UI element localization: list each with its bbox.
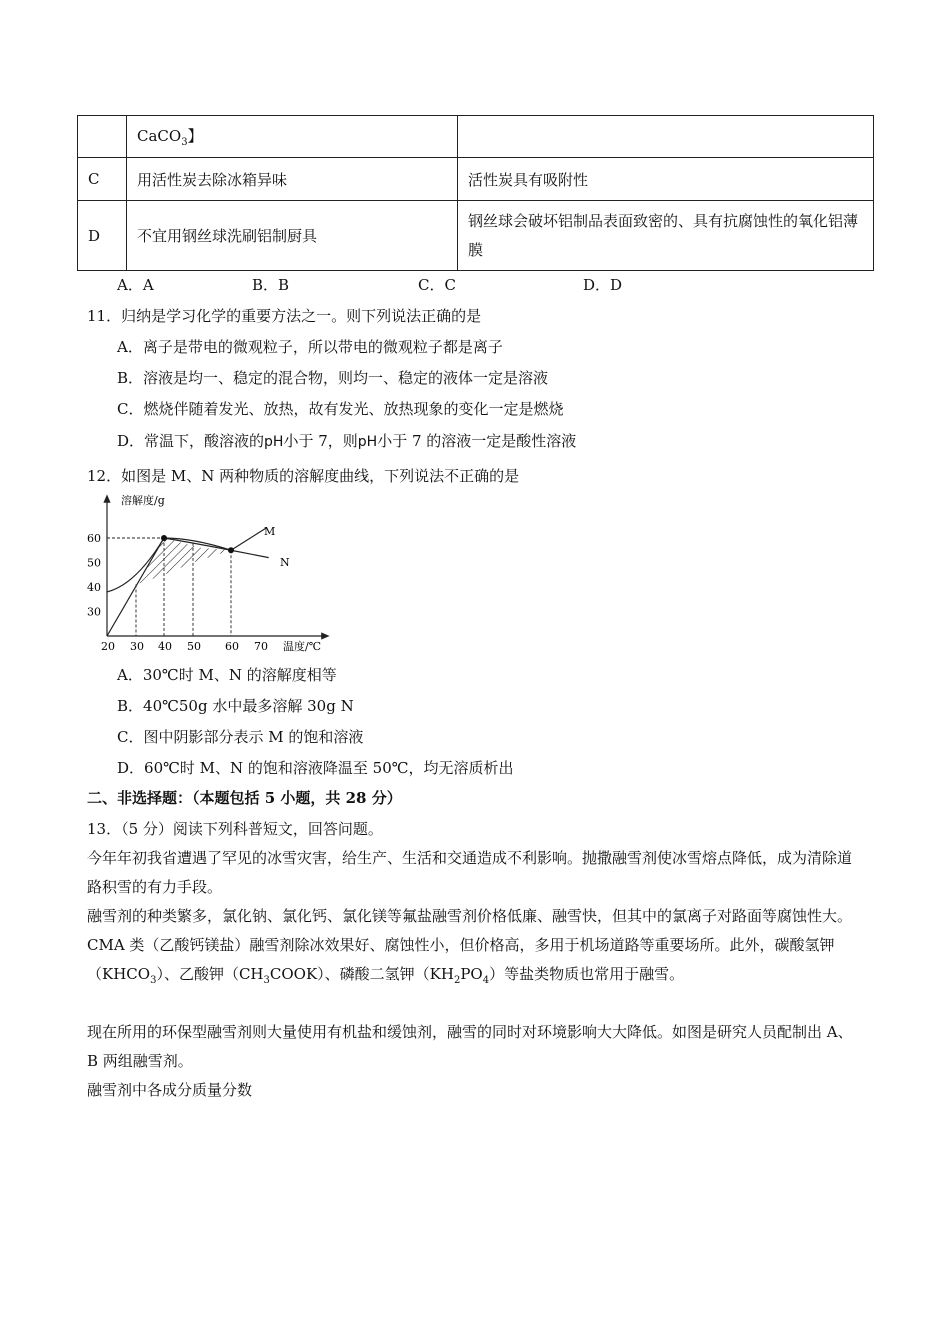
q11-option-b: B．溶液是均一、稳定的混合物，则均一、稳定的液体一定是溶液	[117, 369, 549, 387]
y-axis-label: 溶解度/g	[121, 494, 165, 507]
intersection-point	[161, 535, 167, 541]
x-tick-label: 30	[130, 640, 144, 653]
row-item: 用活性炭去除冰箱异味	[127, 158, 458, 201]
q13-stem: 13．（5 分）阅读下列科普短文，回答问题。	[87, 820, 383, 838]
row-label	[78, 116, 127, 158]
q10-option-c: C．C	[418, 276, 456, 294]
x-tick-label: 50	[187, 640, 201, 653]
q13-paragraph-4: 融雪剂中各成分质量分数	[87, 1081, 253, 1099]
table-row	[78, 201, 874, 271]
row-item: CaCO$_3$】	[127, 116, 458, 158]
row-label: D	[78, 201, 127, 271]
x-tick-label: 70	[254, 640, 268, 653]
x-tick-label: 20	[101, 640, 115, 653]
x-tick-label: 40	[158, 640, 172, 653]
legend-n: N	[280, 556, 290, 569]
q12-option-b: B．40℃50g 水中最多溶解 30g N	[117, 697, 354, 715]
q11-stem: 11．归纳是学习化学的重要方法之一。则下列说法正确的是	[87, 307, 482, 325]
legend-m: M	[264, 525, 276, 538]
q13-paragraph-2: 融雪剂的种类繁多，氯化钠、氯化钙、氯化镁等氟盐融雪剂价格低廉、融雪快，但其中的氯离子对路面等腐蚀性大。CMA 类（乙酸钙镁盐）融雪剂除冰效果好、腐蚀性小，但价格高，多用于机场道路等重要场所。此外，碳酸氢钾$(KHCO_3)$、乙酸钾$(CH_3COOK)$、磷酸二氢钾$(KH_2PO_4)$等盐类物质也常用于融雪。	[87, 907, 853, 986]
intersection-point	[228, 547, 234, 553]
table-row	[78, 116, 874, 158]
q11-option-d: D．常温下，酸溶液的pH小于 7，则pH小于 7 的溶液一定是酸性溶液	[117, 432, 577, 450]
q10-option-d: D．D	[583, 276, 623, 294]
solubility-chart	[80, 490, 340, 660]
y-tick-label: 40	[87, 581, 101, 594]
y-tick-label: 60	[87, 532, 101, 545]
y-tick-label: 50	[87, 556, 101, 570]
question-10-table	[77, 115, 874, 271]
q11-option-c: C．燃烧伴随着发光、放热，故有发光、放热现象的变化一定是燃烧	[117, 400, 564, 418]
q12-option-a: A．30℃时 M、N 的溶解度相等	[117, 666, 337, 684]
x-axis-label: 温度/℃	[283, 640, 322, 653]
row-item: 不宜用钢丝球洗刷铝制厨具	[127, 201, 458, 271]
row-reason: 活性炭具有吸附性	[458, 158, 874, 201]
x-tick-label: 60	[225, 640, 239, 653]
q11-option-a: A．离子是带电的微观粒子，所以带电的微观粒子都是离子	[117, 338, 503, 356]
row-reason	[458, 116, 874, 158]
q12-option-d: D．60℃时 M、N 的饱和溶液降温至 50℃，均无溶质析出	[117, 759, 514, 777]
row-label: C	[78, 158, 127, 201]
q13-paragraph-3: 现在所用的环保型融雪剂则大量使用有机盐和缓蚀剂，融雪的同时对环境影响大大降低。如图是研究人员配制出 A、B 两组融雪剂。	[87, 1023, 853, 1070]
q12-stem: 12．如图是 M、N 两种物质的溶解度曲线，下列说法不正确的是	[87, 467, 520, 485]
q12-option-c: C．图中阴影部分表示 M 的饱和溶液	[117, 728, 364, 746]
q13-paragraph-1: 今年年初我省遭遇了罕见的冰雪灾害，给生产、生活和交通造成不利影响。抛撒融雪剂使冰雪熔点降低，成为清除道路积雪的有力手段。	[87, 849, 853, 896]
table-row	[78, 158, 874, 201]
row-reason: 钢丝球会破坏铝制品表面致密的、具有抗腐蚀性的氧化铝薄膜	[458, 201, 874, 271]
q10-option-b: B．B	[252, 276, 290, 294]
section-2-heading: 二、非选择题：（本题包括 5 小题，共 28 分）	[87, 789, 402, 807]
y-tick-label: 30	[87, 605, 101, 619]
q10-option-a: A．A	[117, 276, 154, 294]
